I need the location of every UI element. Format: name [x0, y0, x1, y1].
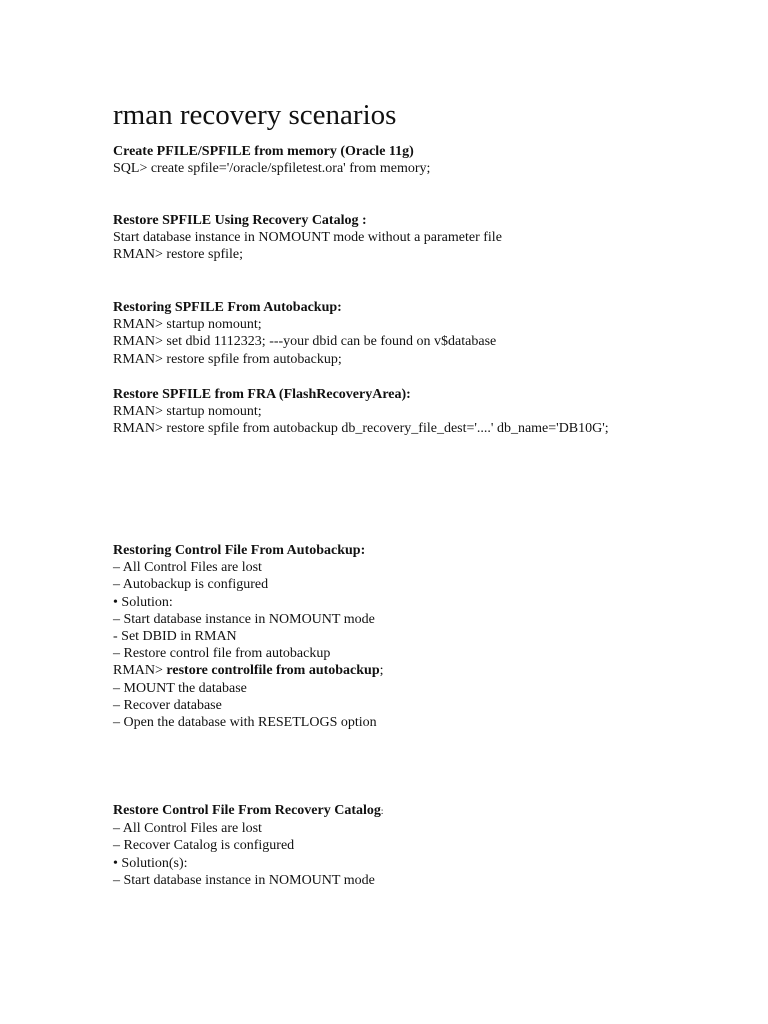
- code-line: RMAN> startup nomount;: [113, 404, 262, 420]
- code-line: SQL> create spfile='/oracle/spfiletest.ora' from memory;: [113, 161, 431, 177]
- section-heading: Restoring SPFILE From Autobackup:: [113, 300, 342, 315]
- rman-command-line: [113, 662, 384, 679]
- code-line: RMAN> startup nomount;: [113, 317, 262, 333]
- page-title: rman recovery scenarios: [113, 99, 397, 131]
- list-item: – All Control Files are lost: [113, 821, 262, 837]
- section-heading-text: Restore Control File From Recovery Catalog: [113, 803, 381, 818]
- list-item: – Autobackup is configured: [113, 577, 269, 593]
- code-line: RMAN> set dbid 1112323; ---your dbid can be found on v$database: [113, 334, 497, 350]
- list-item: – Recover database: [113, 697, 222, 713]
- text-line: Start database instance in NOMOUNT mode without a parameter file: [113, 230, 502, 246]
- section-restore-spfile-autobackup: [113, 299, 496, 368]
- code-line: RMAN> restore spfile from autobackup;: [113, 351, 342, 367]
- rman-command: restore controlfile from autobackup: [166, 663, 380, 679]
- section-heading: Create PFILE/SPFILE from memory (Oracle 11g): [113, 144, 414, 159]
- section-restore-spfile-fra: [113, 386, 609, 438]
- section-restore-controlfile-catalog: [113, 802, 383, 889]
- section-heading: Restoring Control File From Autobackup:: [113, 543, 366, 558]
- list-item: – MOUNT the database: [113, 680, 247, 696]
- list-item: - Set DBID in RMAN: [113, 629, 237, 645]
- section-heading: [113, 802, 383, 820]
- list-item: – Start database instance in NOMOUNT mode: [113, 611, 375, 627]
- list-item: – Recover Catalog is configured: [113, 838, 295, 854]
- list-item: – Restore control file from autobackup: [113, 646, 331, 662]
- section-create-pfile: [113, 143, 430, 177]
- code-line: RMAN> restore spfile from autobackup db_recovery_file_dest='....' db_name='DB10G';: [113, 421, 609, 437]
- rman-prompt: RMAN>: [113, 663, 167, 679]
- section-restore-controlfile-autobackup: [113, 542, 384, 731]
- list-item: – Start database instance in NOMOUNT mode: [113, 872, 375, 888]
- rman-command-terminator: ;: [379, 663, 384, 679]
- list-item: – All Control Files are lost: [113, 560, 262, 576]
- section-restore-spfile-catalog: [113, 212, 502, 264]
- section-heading-suffix: :: [380, 806, 384, 816]
- list-item: – Open the database with RESETLOGS option: [113, 715, 377, 731]
- list-item: • Solution(s):: [113, 855, 188, 871]
- section-heading: Restore SPFILE from FRA (FlashRecoveryArea):: [113, 387, 411, 402]
- section-heading: Restore SPFILE Using Recovery Catalog :: [113, 213, 367, 228]
- list-item: • Solution:: [113, 594, 173, 610]
- code-line: RMAN> restore spfile;: [113, 247, 243, 263]
